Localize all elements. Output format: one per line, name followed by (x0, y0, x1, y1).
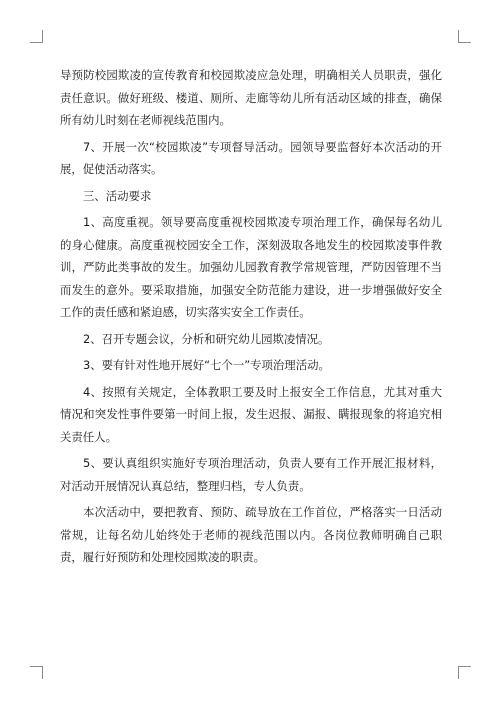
paragraph-item-7: 7、开展一次“校园欺凌”专项督导活动。园领导要监督好本次活动的开展，促使活动落实。 (60, 139, 442, 176)
crop-mark-bottom-left (30, 666, 43, 679)
crop-mark-bottom-right (458, 666, 471, 679)
crop-mark-top-left (30, 30, 43, 43)
document-body (60, 64, 442, 573)
paragraph-requirement-2: 2、召开专题会议，分析和研究幼儿园欺凌情况。 (83, 331, 330, 346)
paragraph-continuation: 导预防校园欺凌的宣传教育和校园欺凌应急处理，明确相关人员职责，强化责任意识。做好班级、楼道、厕所、走廊等幼儿所有活动区域的排查，确保所有幼儿时刻在老师视线范围内。 (60, 68, 442, 127)
paragraph-requirement-5: 5、要认真组织实施好专项治理活动，负责人要有工作开展汇报材料，对活动开展情况认真总结，整理归档，专人负责。 (60, 456, 442, 493)
paragraph-closing: 本次活动中，要把教育、预防、疏导放在工作首位，严格落实一日活动常规，让每名幼儿始终处于老师的视线范围以内。各岗位教师明确自己职责，履行好预防和处理校园欺凌的职责。 (60, 505, 442, 564)
paragraph-requirement-3: 3、要有针对性地开展好“七个一”专项治理活动。 (83, 358, 330, 372)
section-heading-requirements: 三、活动要求 (83, 188, 152, 203)
crop-mark-top-right (458, 30, 471, 43)
paragraph-requirement-1: 1、高度重视。领导要高度重视校园欺凌专项治理工作，确保每名幼儿的身心健康。高度重视校园安全工作，深刻汲取各地发生的校园欺凌事件教训，严防此类事故的发生。加强幼儿园教育教学常规管理，严防因管理不当而发生的意外。要采取措施，加强安全防范能力建设，进一步增强做好安全工作的责任感和紧迫感，切实落实安全工作责任。 (60, 215, 442, 319)
paragraph-requirement-4: 4、按照有关规定，全体教职工要及时上报安全工作信息，尤其对重大情况和突发性事件要第一时间上报，发生迟报、漏报、瞒报现象的将追究相关责任人。 (60, 384, 442, 444)
